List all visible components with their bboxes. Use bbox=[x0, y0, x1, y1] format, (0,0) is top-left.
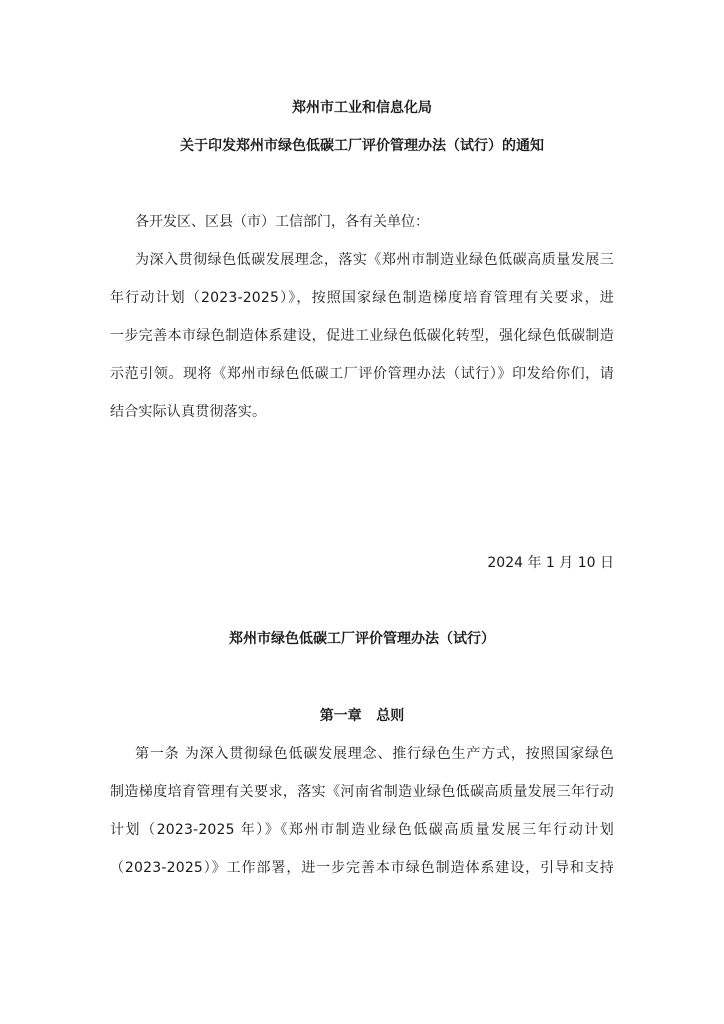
notice-body-line: 结合实际认真贯彻落实。 bbox=[110, 404, 267, 420]
salutation: 各开发区、区县（市）工信部门，各有关单位： bbox=[135, 214, 429, 230]
measures-title: 郑州市绿色低碳工厂评价管理办法（试行） bbox=[229, 631, 495, 647]
article-line: 制造梯度培育管理有关要求，落实《河南省制造业绿色低碳高质量发展三年行动 bbox=[110, 784, 614, 800]
notice-title: 关于印发郑州市绿色低碳工厂评价管理办法（试行）的通知 bbox=[180, 138, 544, 154]
issuer-heading: 郑州市工业和信息化局 bbox=[292, 100, 432, 116]
article-line: 第一条 为深入贯彻绿色低碳发展理念、推行绿色生产方式，按照国家绿色 bbox=[135, 746, 614, 762]
notice-body-line: 年行动计划（2023-2025）》，按照国家绿色制造梯度培育管理有关要求，进 bbox=[110, 290, 614, 306]
notice-body-line: 示范引领。现将《郑州市绿色低碳工厂评价管理办法（试行）》印发给你们，请 bbox=[110, 366, 614, 382]
chapter-title: 第一章 总则 bbox=[319, 708, 405, 724]
notice-body-line: 为深入贯彻绿色低碳发展理念，落实《郑州市制造业绿色低碳高质量发展三 bbox=[135, 252, 614, 268]
issue-date: 2024 年 1 月 10 日 bbox=[487, 555, 614, 571]
article-line: 计划（2023-2025 年）》《郑州市制造业绿色低碳高质量发展三年行动计划 bbox=[110, 822, 614, 838]
article-line: （2023-2025）》工作部署，进一步完善本市绿色制造体系建设，引导和支持 bbox=[110, 860, 614, 876]
notice-body-line: 一步完善本市绿色制造体系建设，促进工业绿色低碳化转型，强化绿色低碳制造 bbox=[110, 328, 614, 344]
